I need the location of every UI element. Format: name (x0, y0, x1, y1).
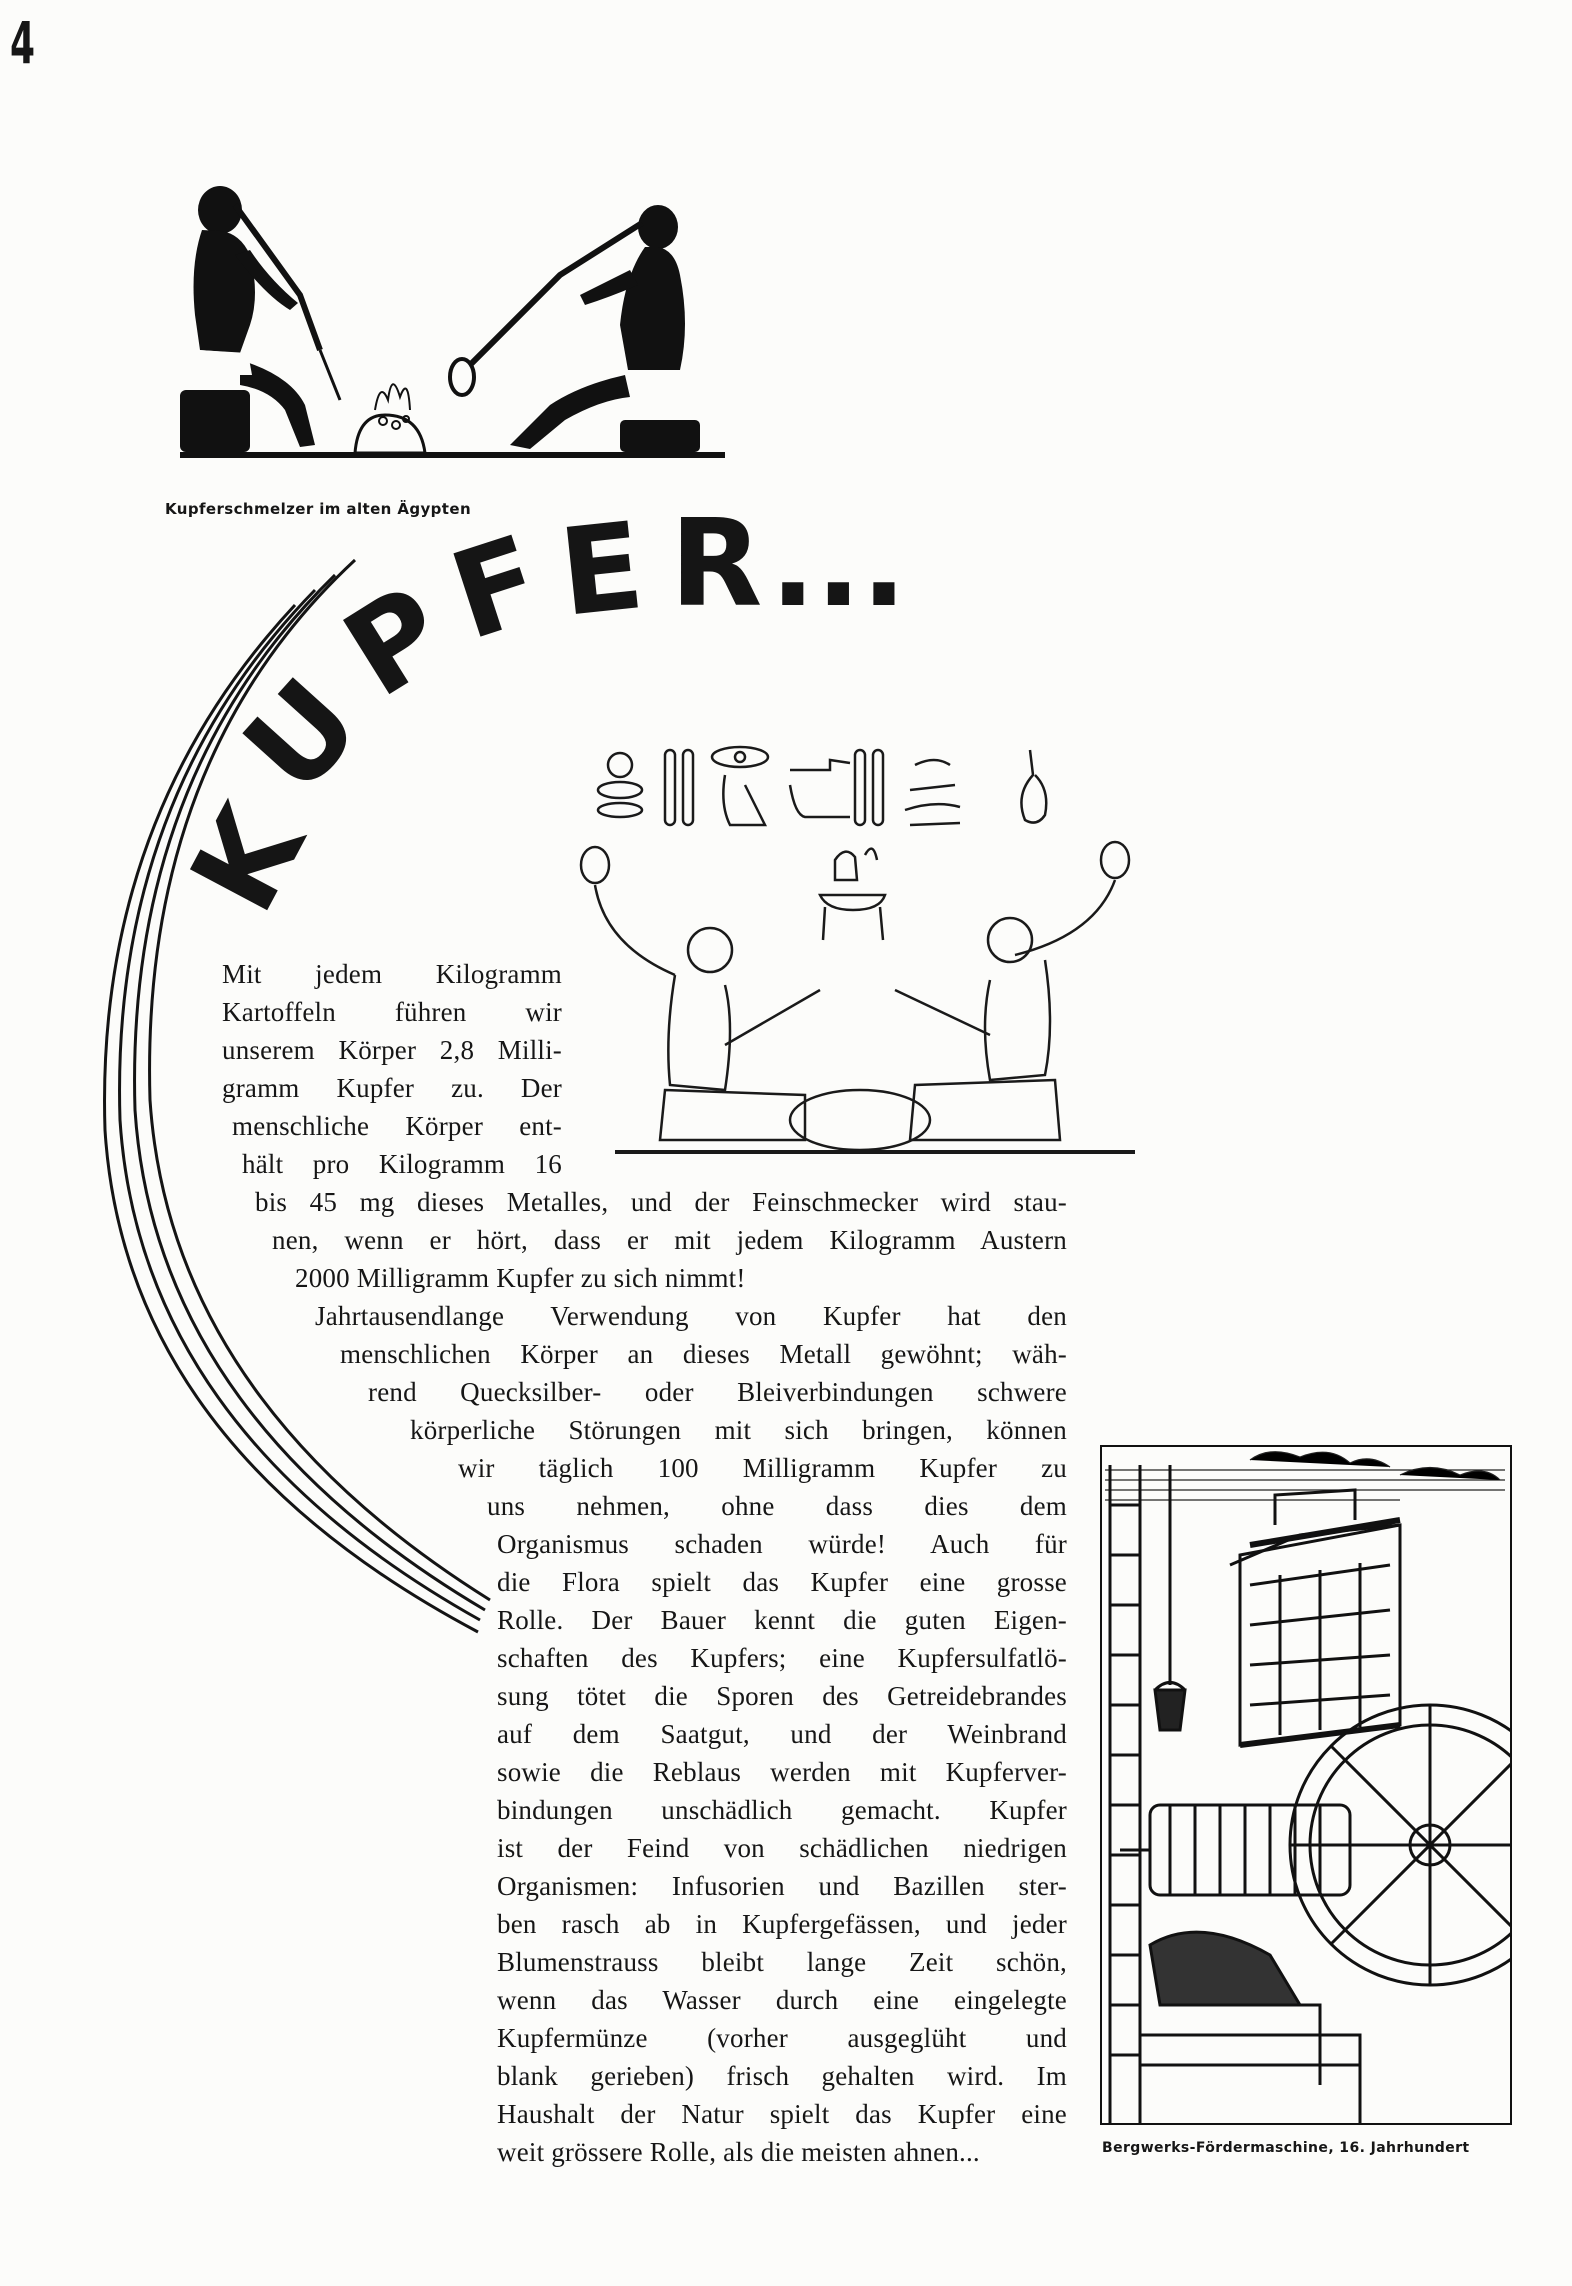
body-line: sowie die Reblaus werden mit Kupferver- (497, 1757, 1067, 1787)
body-line: ben rasch ab in Kupfergefässen, und jeder (497, 1909, 1067, 1939)
body-line: Blumenstrauss bleibt lange Zeit schön, (497, 1947, 1067, 1977)
body-line: 2000 Milligramm Kupfer zu sich nimmt! (295, 1263, 746, 1293)
body-line: blank gerieben) frisch gehalten wird. Im (497, 2061, 1067, 2091)
mine-machine-caption: Bergwerks-Fördermaschine, 16. Jahrhundert (1102, 2140, 1470, 2156)
body-line: Mit jedem Kilogramm (222, 959, 562, 989)
title-letter-k: K (164, 786, 332, 934)
body-line: bis 45 mg dieses Metalles, und der Feinschmecker wird stau- (255, 1187, 1067, 1217)
body-line: uns nehmen, ohne dass dies dem (487, 1491, 1067, 1521)
body-line: Kupfermünze (vorher ausgeglüht und (497, 2023, 1067, 2053)
body-line: weit grössere Rolle, als die meisten ahnen... (497, 2137, 980, 2167)
body-line: ist der Feind von schädlichen niedrigen (497, 1833, 1067, 1863)
title-letter-p: P (321, 560, 470, 725)
body-line: sung tötet die Sporen des Getreidebrandes (497, 1681, 1067, 1711)
body-line: Rolle. Der Bauer kennt die guten Eigen- (497, 1605, 1067, 1635)
body-line: Organismen: Infusorien und Bazillen ster- (497, 1871, 1067, 1901)
body-line: Haushalt der Natur spielt das Kupfer eine (497, 2099, 1067, 2129)
title-letter-r: R (670, 495, 763, 634)
body-line: unserem Körper 2,8 Milli- (222, 1035, 562, 1065)
egyptian-smelters-caption: Kupferschmelzer im alten Ägypten (165, 500, 472, 518)
hieroglyph-scene-illustration (575, 745, 1135, 1160)
body-line: bindungen unschädlich gemacht. Kupfer (497, 1795, 1067, 1825)
body-line: menschlichen Körper an dieses Metall gewöhnt; wäh- (340, 1339, 1067, 1369)
body-line: körperliche Störungen mit sich bringen, können (410, 1415, 1067, 1445)
title-letter-f: F (436, 510, 557, 668)
title-ellipsis: ... (770, 495, 907, 634)
body-line: nen, wenn er hört, dass er mit jedem Kilogramm Austern (272, 1225, 1067, 1255)
body-line: die Flora spielt das Kupfer eine grosse (497, 1567, 1067, 1597)
body-line: schaften des Kupfers; eine Kupfersulfatlö- (497, 1643, 1067, 1673)
body-line: wenn das Wasser durch eine eingelegte (497, 1985, 1067, 2015)
body-line: wir täglich 100 Milligramm Kupfer zu (458, 1453, 1067, 1483)
body-line: gramm Kupfer zu. Der (222, 1073, 562, 1103)
body-line: menschliche Körper ent- (232, 1111, 562, 1141)
body-line: hält pro Kilogramm 16 (242, 1149, 562, 1179)
body-line: Organismus schaden würde! Auch für (497, 1529, 1067, 1559)
title-letter-e: E (553, 497, 650, 644)
body-line: auf dem Saatgut, und der Weinbrand (497, 1719, 1067, 1749)
body-line: Kartoffeln führen wir (222, 997, 562, 1027)
page-number: 4 (10, 9, 36, 77)
body-line: Jahrtausendlange Verwendung von Kupfer hat den (315, 1301, 1067, 1331)
title-letter-u: U (218, 653, 387, 820)
body-line: rend Quecksilber- oder Bleiverbindungen schwere (368, 1377, 1067, 1407)
mine-machine-woodcut (1100, 1445, 1512, 2125)
